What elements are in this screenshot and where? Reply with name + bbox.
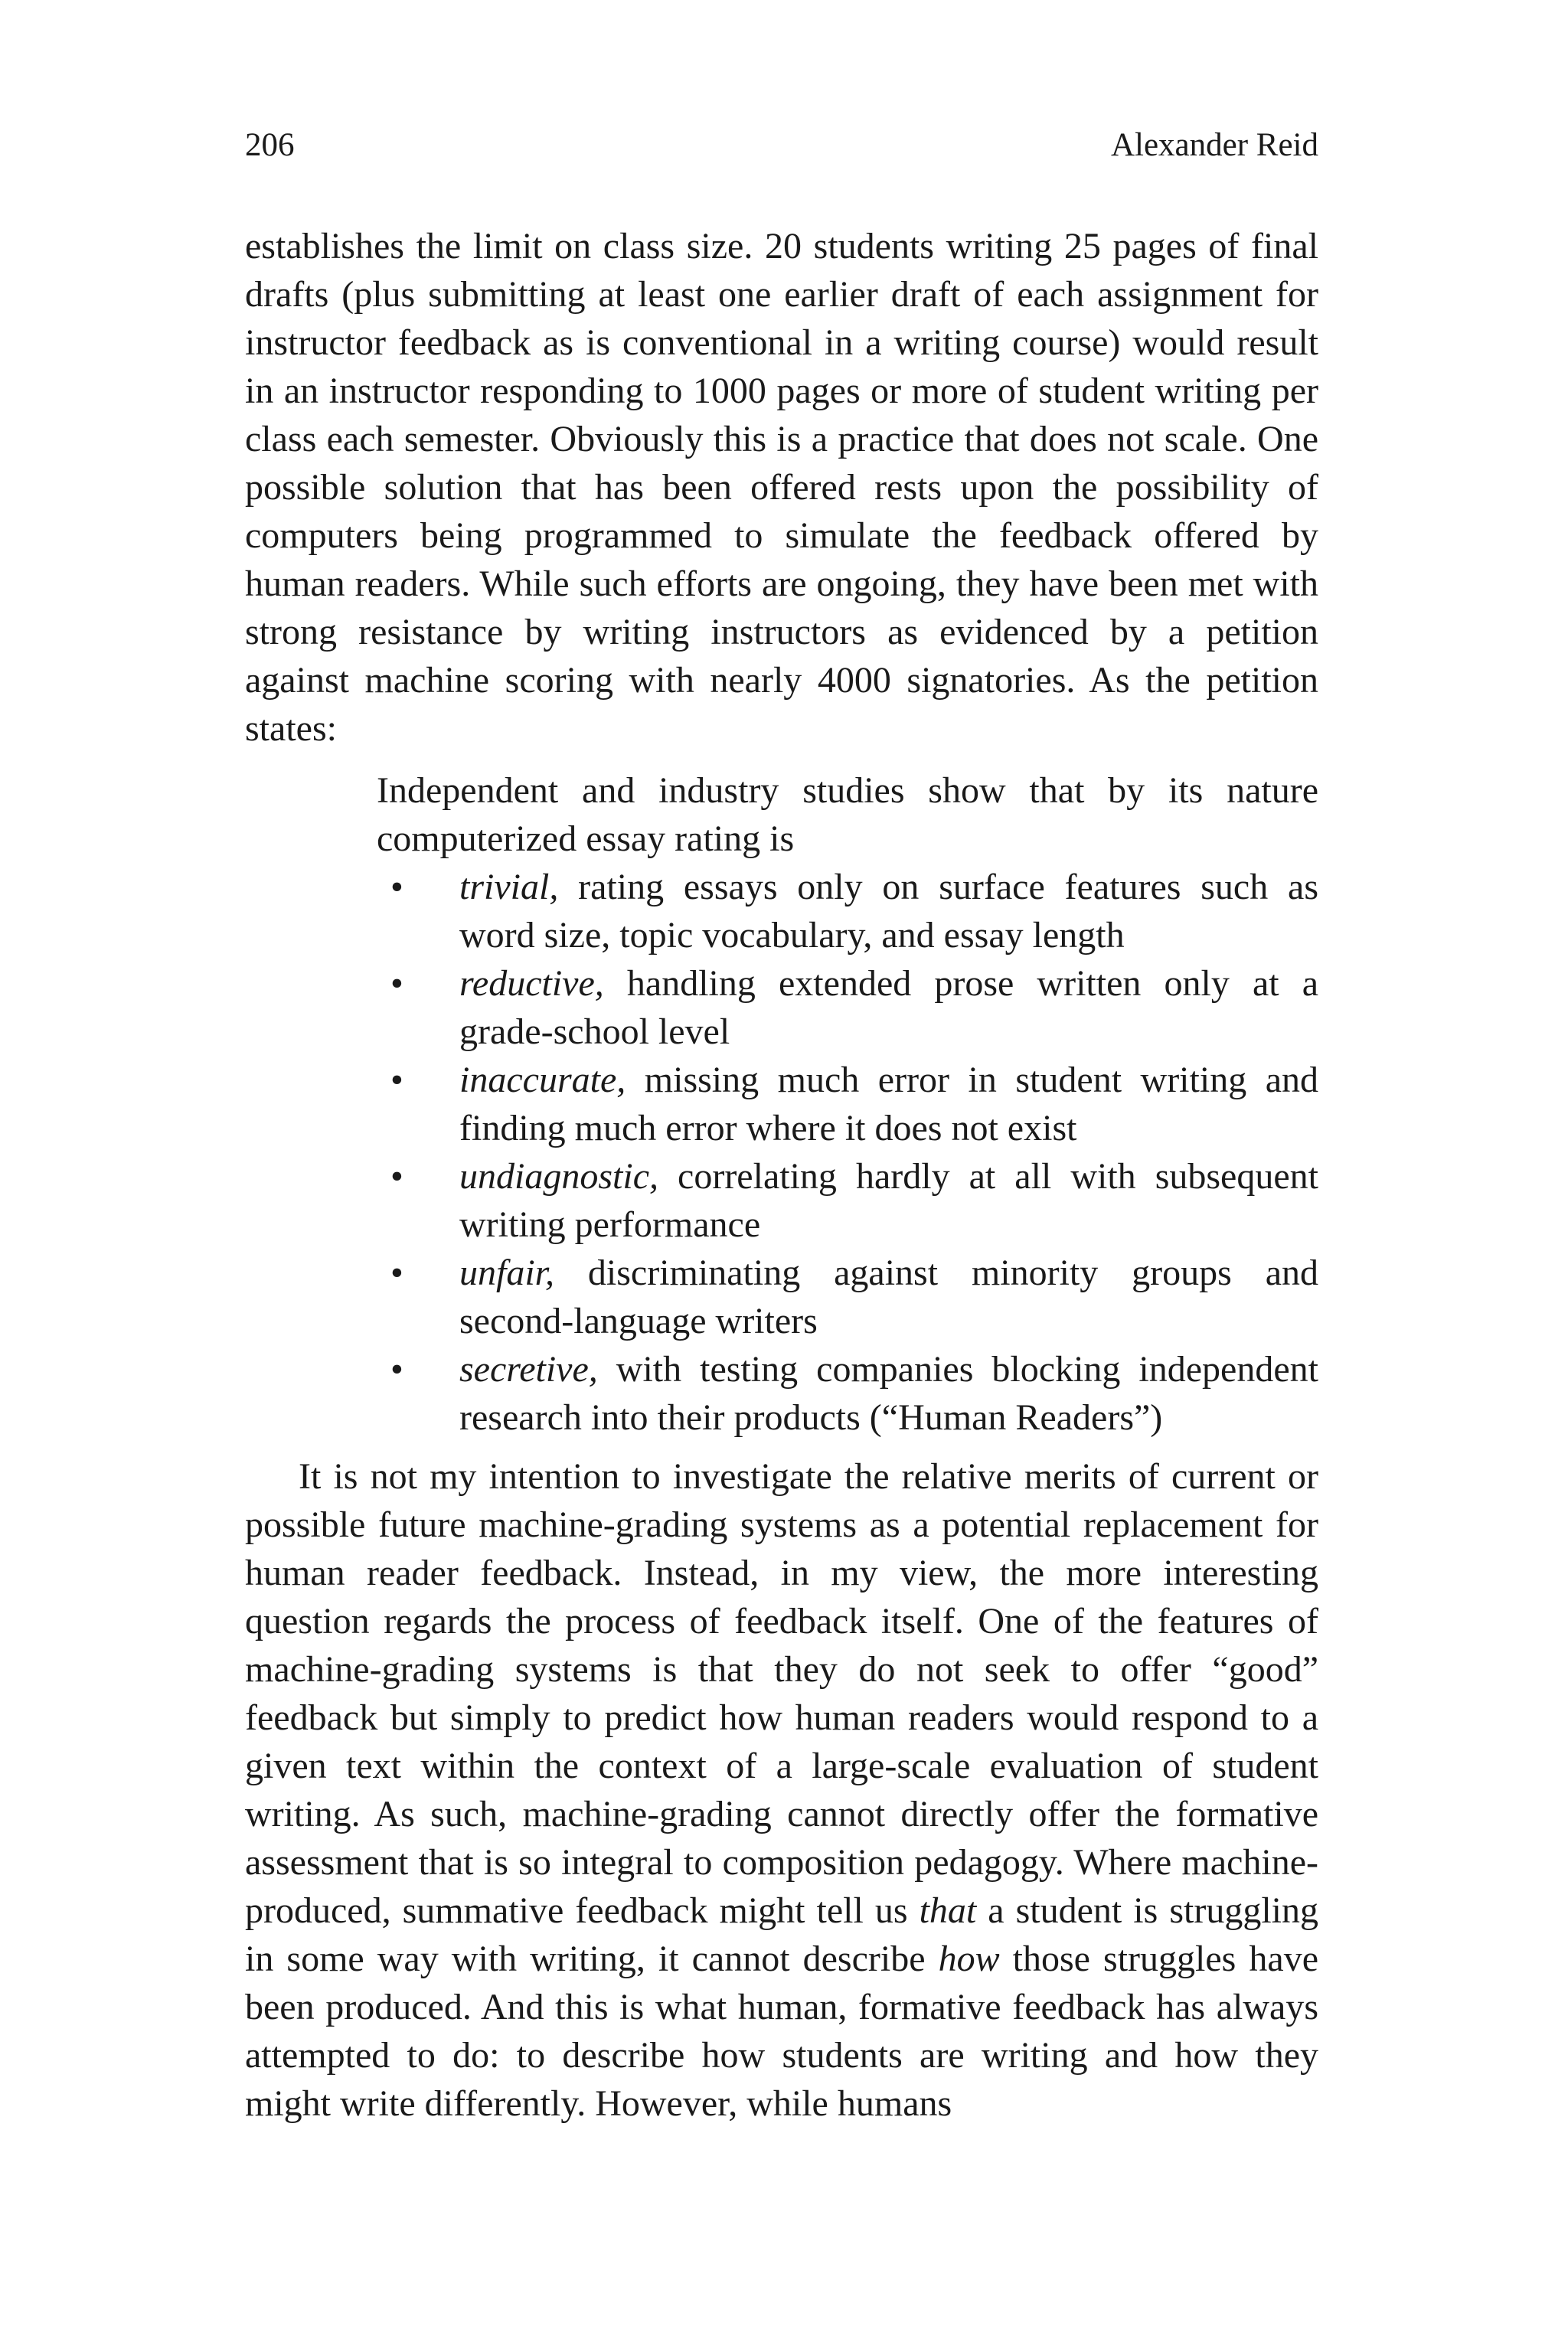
bullet-text: correlating hardly at all with subsequent writing performance [459, 1156, 1318, 1245]
bullet-list [377, 863, 1318, 1442]
paragraph-text: It is not my intention to investigate the relative merits of current or possible future machine-grading systems as a potential replacement for human reader feedback. Instead, in my view, the more interesting question regards the process of feedback itself. One of the features of machine-grading systems is that they do not seek to offer “good” feedback but simply to predict how human readers would respond to a given text within the context of a large-scale evaluation of student writing. As such, machine-grading cannot directly offer the formative assessment that is so integral to composition pedagogy. Where machine-produced, summative feedback might tell us [245, 1456, 1318, 1931]
bullet-mark: • [390, 963, 403, 1004]
bullet-mark: • [390, 1156, 403, 1197]
paragraph-text: those struggles have been produced. And this is what human, formative feedback has always attempted to do: to describe how students are writing and how they might write differently. However, while humans [245, 1939, 1319, 2124]
emphasis-how: how [938, 1939, 1000, 1979]
bullet-mark: • [390, 1349, 403, 1390]
bullet-term: trivial, [459, 867, 559, 907]
bullet-mark: • [390, 1253, 403, 1293]
paragraph-text: a student is struggling in some way with writing, it cannot describe [245, 1890, 1318, 1979]
running-head-author: Alexander Reid [1110, 127, 1318, 163]
paragraph-continued: establishes the limit on class size. 20 students writing 25 pages of final drafts (plus submitting at least one earlier draft of each assignment for instructor feedback as is conventional in a writing course) would result in an instructor responding to 1000 pages or more of student writing per class each semester. Obviously this is a practice that does not scale. One possible solution that has been offered rests upon the possibility of computers being programmed to simulate the feedback offered by human readers. While such efforts are ongoing, they have been met with strong resistance by writing instructors as evidenced by a petition against machine scoring with nearly 4000 signatories. As the petition states: [245, 226, 1318, 749]
bullet-item-trivial [377, 863, 1318, 959]
bullet-text: handling extended prose written only at a grade-school level [459, 963, 1318, 1052]
block-quote-intro: Independent and industry studies show that by its nature computerized essay rating is [377, 770, 1318, 859]
block-quote [377, 766, 1318, 1442]
body-text [245, 222, 1318, 2128]
bullet-text: with testing companies blocking independent research into their products (“Human Readers”) [459, 1349, 1318, 1438]
bullet-term: reductive, [459, 963, 604, 1004]
bullet-term: undiagnostic, [459, 1156, 658, 1197]
bullet-item-inaccurate [377, 1056, 1318, 1152]
paragraph-main [245, 1452, 1318, 2128]
running-head [245, 122, 1318, 168]
emphasis-that: that [919, 1890, 977, 1931]
bullet-item-reductive [377, 959, 1318, 1056]
bullet-text: missing much error in student writing and finding much error where it does not exist [459, 1060, 1318, 1148]
bullet-term: secretive, [459, 1349, 598, 1390]
bullet-mark: • [390, 1060, 403, 1100]
bullet-term: unfair, [459, 1253, 555, 1293]
bullet-item-undiagnostic [377, 1152, 1318, 1249]
bullet-text: discriminating against minority groups and second-language writers [459, 1253, 1318, 1341]
bullet-mark: • [390, 867, 403, 907]
page-number: 206 [245, 127, 295, 163]
bullet-item-secretive [377, 1345, 1318, 1442]
bullet-text: rating essays only on surface features such as word size, topic vocabulary, and essay length [459, 867, 1318, 956]
bullet-item-unfair [377, 1249, 1318, 1345]
bullet-term: inaccurate, [459, 1060, 626, 1100]
